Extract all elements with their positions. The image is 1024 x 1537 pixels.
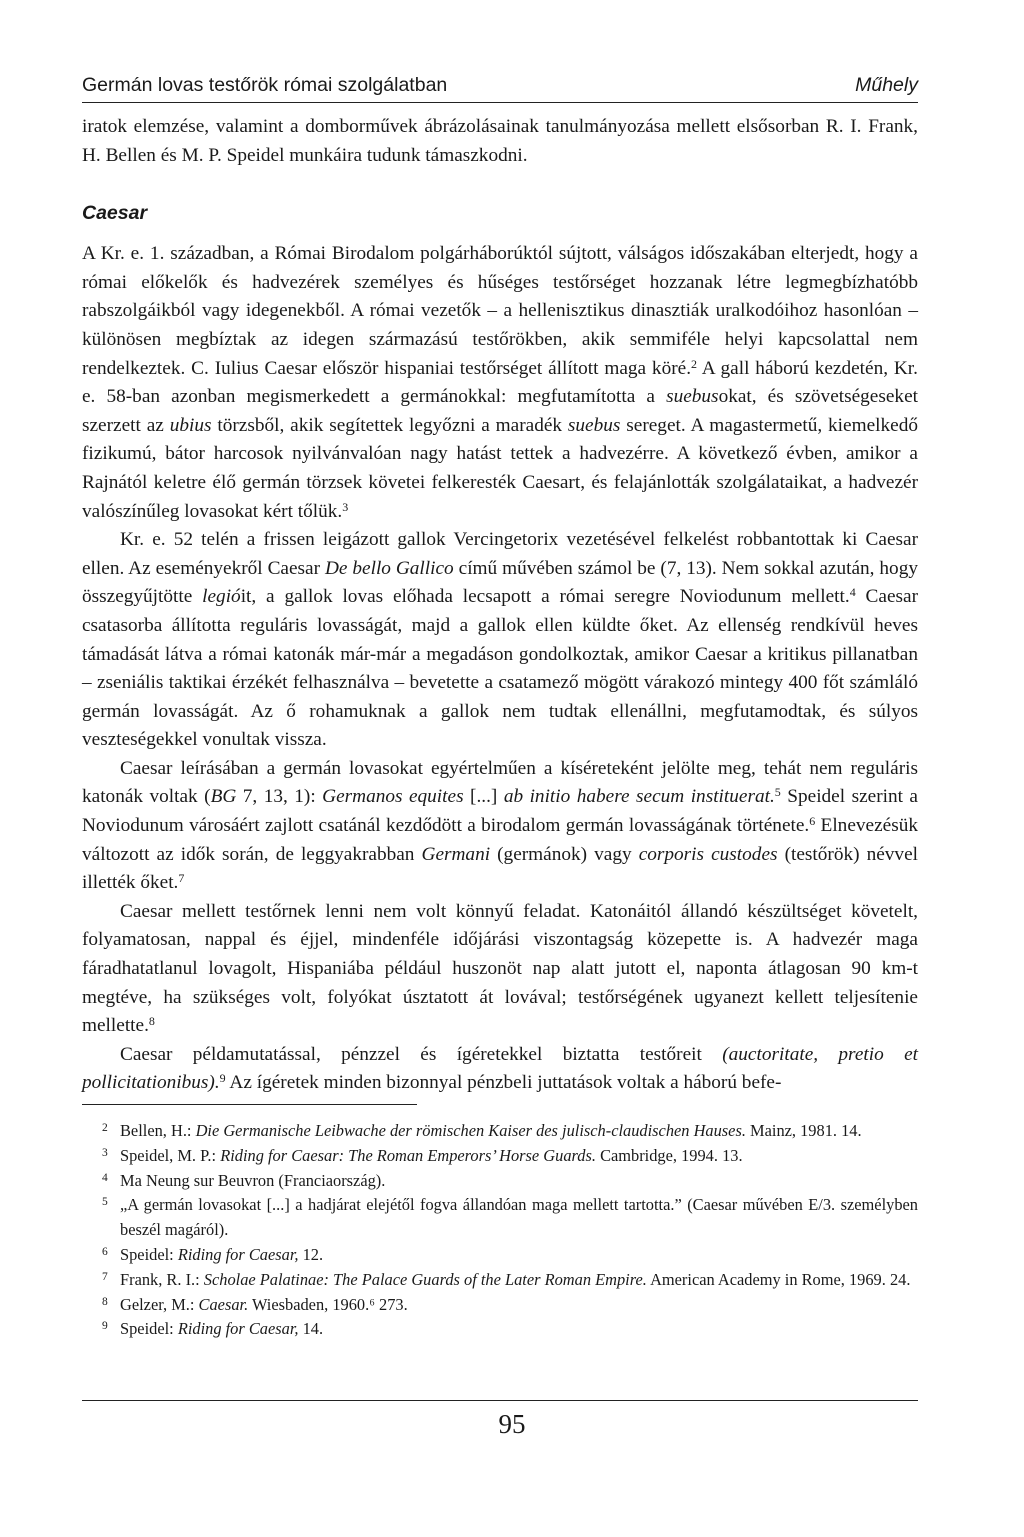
text-run: Kr. e. 52 telén a frissen leigázott gallok Vercingetorix vezetésével felkelést robbantottak ki Caesar ellen. Az eseményekről Caesar xyxy=(82,529,918,579)
text-run: A Kr. e. 1. században, a Római Birodalom polgárháborúktól sújtott, válságos időszakában elterjedt, hogy a római előkelők és hadvezérek személyes és hűséges testőrséget hozzanak létre legmegbízhatóbb rabszolgáikból vagy idegenekből. A római vezetők – a hellenisztikus dinasztiák uralkodóihoz hasonlóan – különösen megbíztak az idegen származású testőrökben, akik semmiféle helyi kapcsolattal nem rendelkeztek. C. Iulius Caesar először hispaniai testőrséget állított maga köré. xyxy=(82,243,918,379)
page-number: 95 xyxy=(498,1409,526,1439)
footnote-number: 8 xyxy=(102,1295,108,1308)
footnote xyxy=(82,1268,918,1293)
text-run: sereget. A magastermetű, kiemelkedő fizikumú, bátor harcosok nyilvánvalóan nagy hatást tettek a hadvezérre. A következő évben, amikor a Rajnától keletre élő germán törzsek követei felkeresték Caesart, és felajánlották szolgálataikat, a hadvezér valószínűleg lovasokat kért tőlük. xyxy=(82,414,918,522)
footnote-number: 3 xyxy=(102,1146,108,1159)
footnote-title: Riding for Caesar, xyxy=(177,1244,299,1264)
footnote xyxy=(82,1317,918,1342)
italic-quote: Germanos equites xyxy=(322,786,464,808)
footnote-text: Ma Neung sur Beuvron (Franciaország). xyxy=(120,1170,386,1190)
text-run: it, a gallok lovas előhada lecsapott a római seregre Noviodunum mellett. xyxy=(240,586,850,608)
bottom-divider xyxy=(82,1400,918,1401)
footnote-ref: 7 xyxy=(178,871,185,886)
footnote-text: Gelzer, M.: xyxy=(120,1294,199,1314)
footnote-ref: 3 xyxy=(342,499,349,514)
text-run: Caesar csatasorba állította reguláris lovasságát, majd a gallok ellen küldte őket. Az ellenség rendkívül heves támadását látva a római katonák már-már a megadáson gondolkoztak, amikor Caesar a kritikus pillanatban – zseniális taktikai érzékét felhasználva – bevetette a csatamező mögött várakozó mintegy 400 főt számláló germán lovasságát. Az ő rohamuknak a gallok nem tudtak ellenállni, megfutamodtak, és súlyos veszteségekkel vonultak vissza. xyxy=(82,586,918,751)
paragraph-1 xyxy=(82,240,918,526)
footnote-text: „A germán lovasokat [...] a hadjárat elejétől fogva állandóan maga mellett tartotta.” (Caesar művében E/3. személyben beszél magáról). xyxy=(120,1195,918,1240)
text-run: Caesar mellett testőrnek lenni nem volt könnyű feladat. Katonáitól állandó készültséget követelt, folyamatosan, nappal és éjjel, mindenféle időjárási viszontagság közepette is. A hadvezér maga fáradhatatlanul lovagolt, Hispaniába például huszonöt nap alatt jutott el, naponta átlagosan 90 km-t megtéve, ha szükséges volt, folyókat úsztatott át lovával; testőrségének ugyanezt kellett teljesítenie mellette. xyxy=(82,900,918,1037)
text-run: Caesar leírásában a germán lovasokat egyértelműen a kíséreteként jelölte meg, tehát nem reguláris katonák voltak ( xyxy=(82,757,918,808)
footnote-title: Caesar. xyxy=(198,1294,249,1314)
italic-term: BG xyxy=(210,786,237,808)
text-run: (testőrök) névvel illették őket. xyxy=(82,843,918,894)
text-run: okat, és szövetségeseket szerzett az xyxy=(82,386,918,436)
text-run: Caesar példamutatással, pénzzel és ígéretekkel biztatta testőreit xyxy=(120,1043,723,1065)
footnote xyxy=(82,1193,918,1243)
footnote-number: 2 xyxy=(102,1122,108,1134)
italic-quote: (auctoritate, pretio et pollicitationibus). xyxy=(82,1043,919,1094)
text-run: A gall háború kezdetén, Kr. e. 58-ban azonban megismerkedett a germánokkal: megfutamította a xyxy=(82,357,918,408)
footnote xyxy=(82,1243,918,1268)
footnote-number: 7 xyxy=(102,1270,108,1283)
footnote-text: Wiesbaden, 1960.⁶ 273. xyxy=(248,1294,408,1314)
footnote xyxy=(82,1119,918,1144)
footnote-title: Die Germanische Leibwache der römischen Kaiser des julisch-claudischen Hauses. xyxy=(195,1121,746,1140)
italic-term: legió xyxy=(202,586,241,608)
footnote-title: Riding for Caesar, xyxy=(177,1319,299,1339)
section-heading: Caesar xyxy=(82,202,148,225)
footnote-title: Riding for Caesar: The Roman Emperors’ Horse Guards. xyxy=(220,1145,596,1165)
text-run: (germánok) vagy xyxy=(490,843,639,865)
text-run: 7, 13, 1): xyxy=(236,786,323,808)
footnote-text: Speidel, M. P.: xyxy=(120,1145,221,1165)
footnote-text: Mainz, 1981. 14. xyxy=(745,1121,862,1140)
footnote-text: 12. xyxy=(298,1244,324,1264)
footnote-ref: 5 xyxy=(774,785,781,800)
footnote-text: American Academy in Rome, 1969. 24. xyxy=(646,1269,911,1289)
footnote xyxy=(82,1169,918,1194)
footnote-text: Frank, R. I.: xyxy=(120,1269,204,1289)
footnote-title: Scholae Palatinae: The Palace Guards of the Later Roman Empire. xyxy=(203,1269,647,1289)
running-header xyxy=(82,70,918,103)
intro-paragraph: iratok elemzése, valamint a domborművek ábrázolásainak tanulmányozása mellett elsősorban R. I. Frank, H. Bellen és M. P. Speidel munkáira tudunk támaszkodni. xyxy=(82,116,918,166)
text-run: törzsből, akik segítettek legyőzni a maradék xyxy=(211,414,568,436)
footnote-number: 9 xyxy=(102,1320,108,1333)
footnote xyxy=(82,1144,918,1169)
italic-term: ubius xyxy=(169,414,212,436)
footnote-text: Speidel: xyxy=(120,1319,178,1339)
header-title: Germán lovas testőrök római szolgálatban xyxy=(82,74,448,96)
italic-term: suebus xyxy=(567,414,621,436)
paragraph-5 xyxy=(82,1041,918,1098)
footnote-text: Bellen, H.: xyxy=(120,1121,196,1140)
header-section: Műhely xyxy=(855,74,918,96)
paragraph-2 xyxy=(82,526,918,755)
text-run: című művében számol be (7, 13). Nem sokkal azután, hogy összegyűjtötte xyxy=(82,557,918,608)
footnote-text: Speidel: xyxy=(120,1244,178,1264)
italic-term: corporis custodes xyxy=(638,843,778,865)
text-run: [...] xyxy=(463,786,504,808)
footnote-number: 4 xyxy=(102,1171,108,1184)
italic-term: suebus xyxy=(666,386,719,408)
footnote-text: Cambridge, 1994. 13. xyxy=(595,1145,743,1165)
italic-term: Germani xyxy=(421,843,491,865)
text-run: Az ígéretek minden bizonnyal pénzbeli juttatások voltak a háború befe- xyxy=(225,1072,782,1094)
footnote-number: 6 xyxy=(102,1245,108,1258)
italic-title: De bello Gallico xyxy=(324,557,454,579)
italic-quote: ab initio habere secum instituerat. xyxy=(503,786,775,808)
text-run: Speidel szerint a Noviodunum városáért zajlott csatánál kezdődött a birodalom germán lovasságának története. xyxy=(82,786,918,837)
footnote-text: 14. xyxy=(298,1319,324,1339)
footnote-ref: 4 xyxy=(849,585,856,600)
footnote-number: 5 xyxy=(102,1196,108,1209)
footnote-ref: 8 xyxy=(148,1014,155,1029)
main-text xyxy=(82,113,918,1098)
paragraph-4 xyxy=(82,898,918,1041)
footnote-divider xyxy=(82,1104,417,1105)
paragraph-3 xyxy=(82,755,918,898)
footnote-ref: 6 xyxy=(809,814,816,829)
footnotes xyxy=(82,1119,918,1342)
footnote xyxy=(82,1293,918,1318)
footnote-ref: 2 xyxy=(691,356,698,371)
text-run: Elnevezésük változott az idők során, de leggyakrabban xyxy=(82,815,918,865)
footnote-ref: 9 xyxy=(219,1071,226,1086)
